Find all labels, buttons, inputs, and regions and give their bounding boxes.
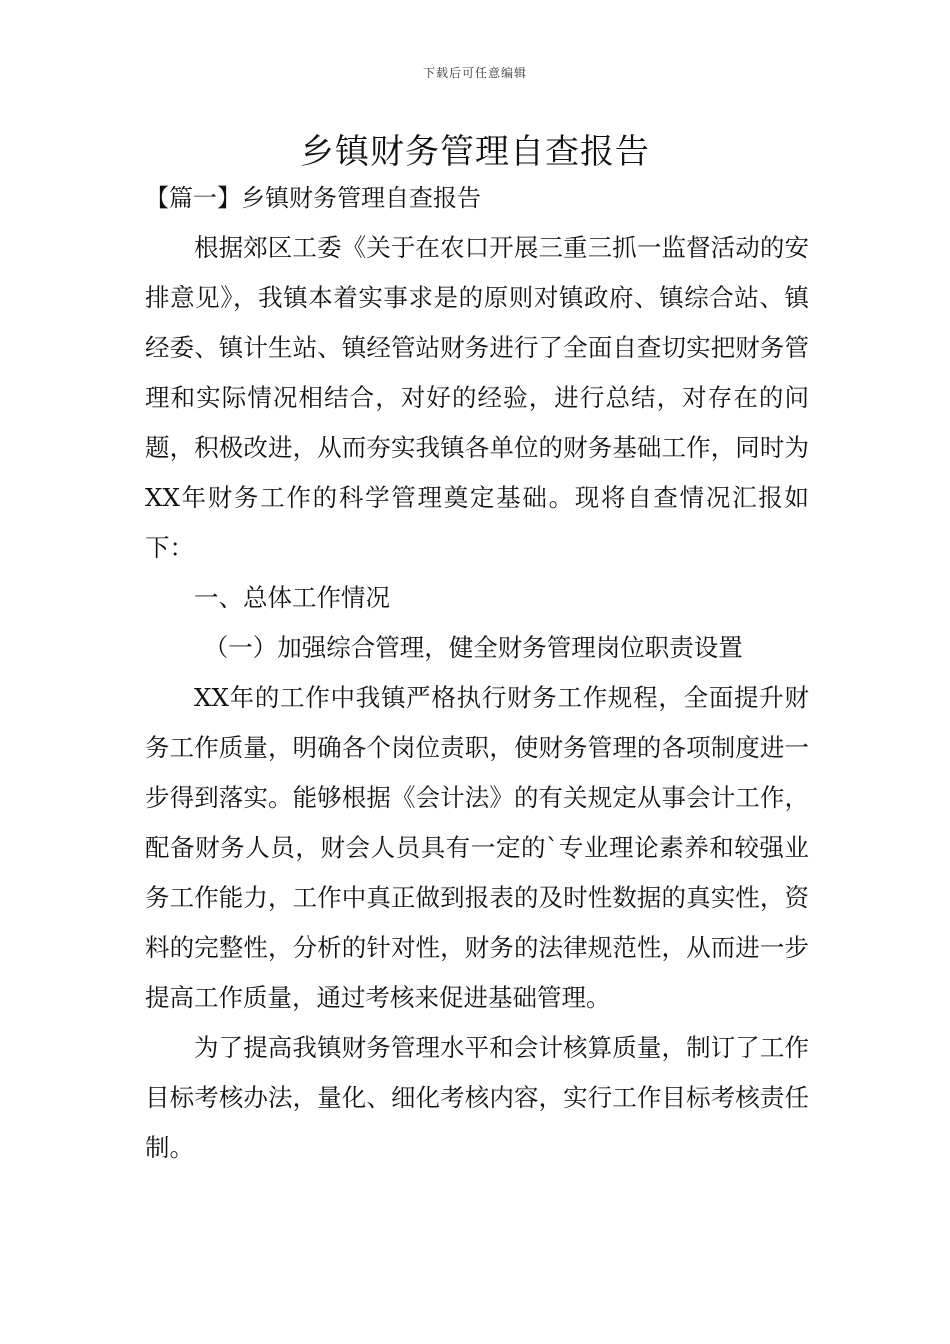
paragraph-intro: 根据郊区工委《关于在农口开展三重三抓一监督活动的安排意见》，我镇本着实事求是的原则对镇政府、镇综合站、镇经委、镇计生站、镇经管站财务进行了全面自查切实把财务管理和实际情况相结合，对好的经验，进行总结，对存在的问题，积极改进，从而夯实我镇各单位的财务基础工作，同时为XX年财务工作的科学管理奠定基础。现将自查情况汇报如下： bbox=[145, 233, 809, 562]
paragraph-work-rules: XX年的工作中我镇严格执行财务工作规程，全面提升财务工作质量，明确各个岗位责职，使财务管理的各项制度进一步得到落实。能够根据《会计法》的有关规定从事会计工作，配备财务人员，财会人员具有一定的`专业理论素养和较强业务工作能力，工作中真正做到报表的及时性数据的真实性，资料的完整性，分析的针对性，财务的法律规范性，从而进一步提高工作质量，通过考核来促进基础管理。 bbox=[145, 683, 809, 1012]
document-body bbox=[145, 223, 809, 1173]
document-title: 乡镇财务管理自查报告 bbox=[300, 132, 650, 172]
paragraph-subheading-management: （一）加强综合管理，健全财务管理岗位职责设置 bbox=[203, 633, 743, 662]
section-label: 【篇一】乡镇财务管理自查报告 bbox=[145, 184, 481, 212]
paragraph-heading-overall: 一、总体工作情况 bbox=[194, 583, 390, 612]
header-note: 下载后可任意编辑 bbox=[422, 66, 527, 80]
paragraph-assessment: 为了提高我镇财务管理水平和会计核算质量，制订了工作目标考核办法，量化、细化考核内容，实行工作目标考核责任制。 bbox=[145, 1033, 809, 1162]
